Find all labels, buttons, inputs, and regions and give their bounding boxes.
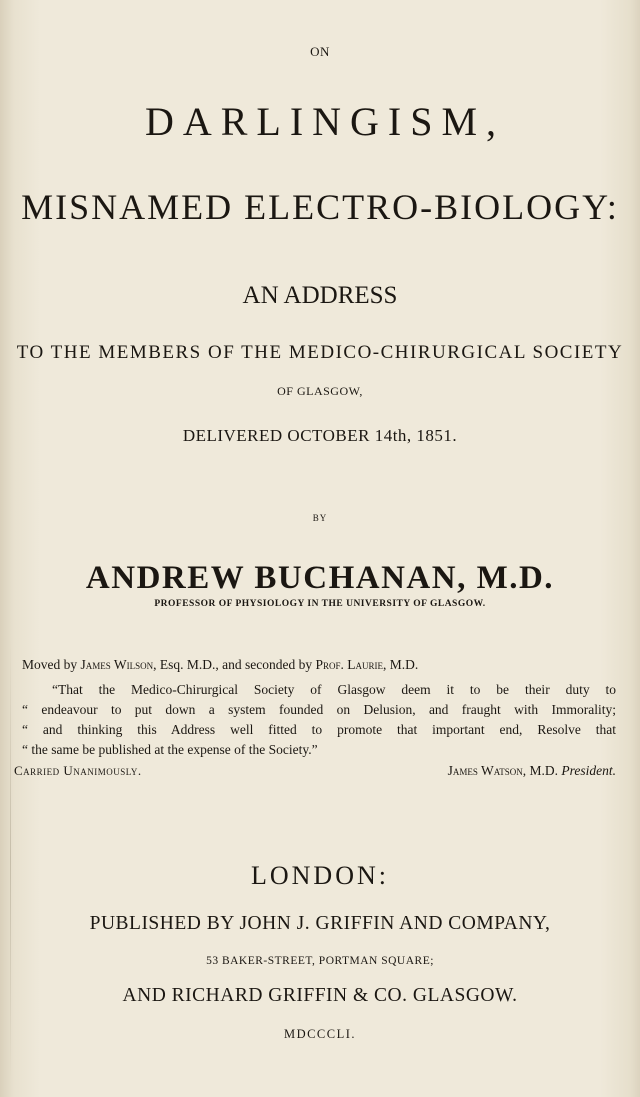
subtitle: MISNAMED ELECTRO-BIOLOGY: <box>21 187 619 227</box>
binding-shadow <box>10 640 11 1080</box>
resolution-text <box>22 680 616 760</box>
preposition-on: ON <box>310 44 330 59</box>
audience-place: OF GLASGOW, <box>277 384 363 398</box>
author-name: ANDREW BUCHANAN, M.D. <box>85 560 555 596</box>
address-heading: AN ADDRESS <box>242 282 398 309</box>
publisher-address: 53 BAKER-STREET, PORTMAN SQUARE; <box>206 955 434 967</box>
imprint-city: LONDON: <box>251 861 389 890</box>
resolution-line: “ endeavour to put down a system founded on Delusion, and fraught with Immorality; <box>22 702 616 717</box>
resolution-line: “ and thinking this Address well fitted to promote that important end, Resolve that <box>22 722 616 737</box>
audience-line: TO THE MEMBERS OF THE MEDICO-CHIRURGICAL SOCIETY <box>16 342 624 363</box>
motion-line: Moved by James Wilson, Esq. M.D., and seconded by Prof. Laurie, M.D. <box>22 657 419 672</box>
copublisher-line: AND RICHARD GRIFFIN & CO. GLASGOW. <box>122 985 518 1006</box>
carried-note: Carried Unanimously. <box>14 763 142 778</box>
resolution-line: “ the same be published at the expense of the Society.” <box>22 742 318 757</box>
seconder-name: Prof. Laurie <box>315 657 384 672</box>
president-signature: James Watson, M.D. President. <box>447 763 616 778</box>
delivery-date: DELIVERED OCTOBER 14th, 1851. <box>182 426 458 445</box>
by-label: BY <box>312 513 328 523</box>
publication-year: MDCCCLI. <box>283 1027 357 1041</box>
author-position: PROFESSOR OF PHYSIOLOGY IN THE UNIVERSITY OF GLASGOW. <box>154 599 486 609</box>
publisher-line: PUBLISHED BY JOHN J. GRIFFIN AND COMPANY, <box>89 913 551 934</box>
mover-name: James Wilson <box>80 657 154 672</box>
resolution-line: “That the Medico-Chirurgical Society of Glasgow deem it to be their duty to <box>52 682 616 697</box>
main-title: DARLINGISM, <box>144 99 506 144</box>
